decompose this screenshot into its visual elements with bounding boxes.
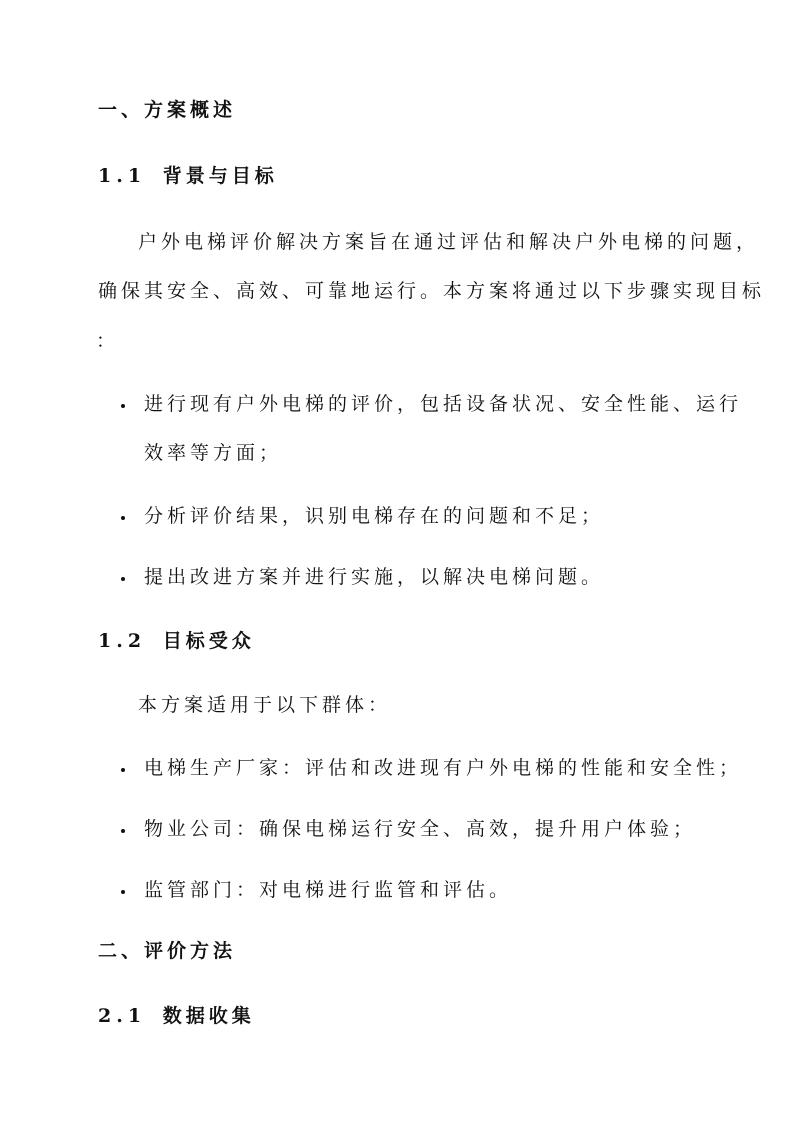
subsection-1-1-heading <box>98 163 278 189</box>
list-item: 进行现有户外电梯的评价，包括设备状况、安全性能、运行 <box>144 393 743 415</box>
section-2-heading: 二、评价方法 <box>98 940 237 962</box>
subsection-title: 背景与目标 <box>162 165 278 187</box>
paragraph-line: ： <box>96 330 120 352</box>
subsection-title: 目标受众 <box>162 630 255 652</box>
subsection-title: 数据收集 <box>162 1005 255 1027</box>
bullet-dot <box>121 890 125 894</box>
bullet-dot <box>121 768 125 772</box>
subsection-number: 1.1 <box>98 165 147 187</box>
list-item-continuation: 效率等方面； <box>144 442 283 464</box>
subsection-number: 2.1 <box>98 1005 147 1027</box>
paragraph-line: 确保其安全、高效、可靠地运行。本方案将通过以下步骤实现目标 <box>98 280 766 302</box>
paragraph-line: 本方案适用于以下群体： <box>138 694 392 716</box>
subsection-1-2-heading <box>98 628 255 654</box>
bullet-dot <box>121 577 125 581</box>
list-item: 物业公司：确保电梯运行安全、高效，提升用户体验； <box>144 818 697 840</box>
subsection-2-1-heading <box>98 1003 255 1029</box>
bullet-dot <box>121 829 125 833</box>
subsection-number: 1.2 <box>98 630 147 652</box>
bullet-dot <box>121 516 125 520</box>
list-item: 电梯生产厂家：评估和改进现有户外电梯的性能和安全性； <box>144 757 743 779</box>
list-item: 分析评价结果，识别电梯存在的问题和不足； <box>144 505 605 527</box>
paragraph-line: 户外电梯评价解决方案旨在通过评估和解决户外电梯的问题， <box>138 231 760 253</box>
list-item: 监管部门：对电梯进行监管和评估。 <box>144 879 513 901</box>
section-1-heading: 一、方案概述 <box>98 99 237 121</box>
bullet-dot <box>121 404 125 408</box>
list-item: 提出改进方案并进行实施，以解决电梯问题。 <box>144 566 605 588</box>
